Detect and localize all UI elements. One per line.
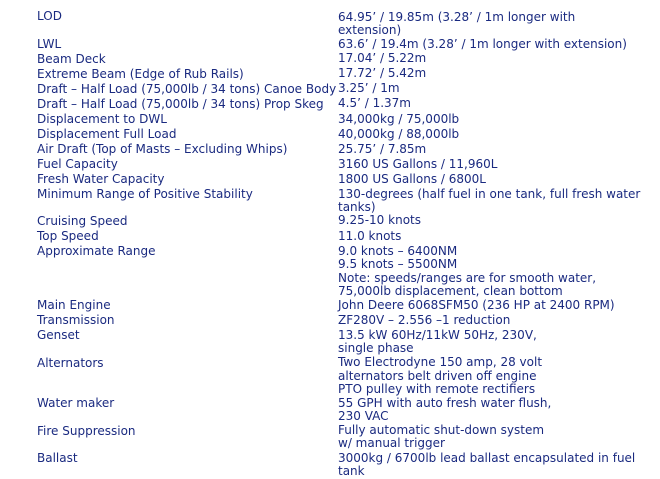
- spec-label-transmission: Transmission: [37, 313, 115, 327]
- spec-value-transmission: ZF280V – 2.556 –1 reduction: [338, 313, 511, 327]
- spec-label-displacement-full: Displacement Full Load: [37, 127, 177, 141]
- spec-value-top-speed: 11.0 knots: [338, 229, 402, 243]
- spec-label-air-draft: Air Draft (Top of Masts – Excluding Whips): [37, 142, 288, 156]
- spec-value-ballast-line-1: 3000kg / 6700lb lead ballast encapsulated in fuel: [338, 451, 636, 465]
- spec-label-draft-prop-skeg: Draft – Half Load (75,000lb / 34 tons) Prop Skeg: [37, 97, 324, 111]
- spec-value-ballast-line-2: tank: [338, 464, 365, 478]
- spec-value-alternators-line-2: alternators belt driven off engine: [338, 369, 537, 383]
- spec-label-stability: Minimum Range of Positive Stability: [37, 187, 253, 201]
- spec-value-approx-range-line-3: Note: speeds/ranges are for smooth water,: [338, 271, 597, 285]
- spec-value-displacement-full: 40,000kg / 88,000lb: [338, 127, 460, 141]
- spec-value-air-draft: 25.75’ / 7.85m: [338, 142, 427, 156]
- spec-label-alternators: Alternators: [37, 356, 104, 370]
- spec-label-genset: Genset: [37, 328, 80, 342]
- spec-label-lod: LOD: [37, 9, 62, 23]
- spec-label-fuel-capacity: Fuel Capacity: [37, 157, 118, 171]
- spec-value-fire-suppression-line-2: w/ manual trigger: [338, 436, 445, 450]
- spec-value-lod-line-1: 64.95’ / 19.85m (3.28’ / 1m longer with: [338, 10, 576, 24]
- spec-value-fuel-capacity: 3160 US Gallons / 11,960L: [338, 157, 498, 171]
- spec-value-fire-suppression-line-1: Fully automatic shut-down system: [338, 423, 545, 437]
- spec-value-alternators-line-1: Two Electrodyne 150 amp, 28 volt: [338, 355, 543, 369]
- spec-value-extreme-beam: 17.72’ / 5.42m: [338, 66, 427, 80]
- spec-value-alternators-line-3: PTO pulley with remote rectifiers: [338, 382, 536, 396]
- spec-value-draft-prop-skeg: 4.5’ / 1.37m: [338, 96, 411, 110]
- spec-label-draft-canoe-body: Draft – Half Load (75,000lb / 34 tons) Canoe Body: [37, 82, 337, 96]
- spec-value-approx-range-line-1: 9.0 knots – 6400NM: [338, 244, 458, 258]
- spec-label-approx-range: Approximate Range: [37, 244, 156, 258]
- spec-label-beam-deck: Beam Deck: [37, 52, 106, 66]
- spec-value-cruising-speed: 9.25-10 knots: [338, 213, 421, 227]
- spec-value-stability-line-1: 130-degrees (half fuel in one tank, full fresh water: [338, 187, 641, 201]
- spec-value-water-maker-line-1: 55 GPH with auto fresh water flush,: [338, 396, 552, 410]
- spec-label-extreme-beam: Extreme Beam (Edge of Rub Rails): [37, 67, 244, 81]
- spec-label-ballast: Ballast: [37, 451, 78, 465]
- spec-label-fresh-water: Fresh Water Capacity: [37, 172, 165, 186]
- spec-label-cruising-speed: Cruising Speed: [37, 214, 128, 228]
- spec-value-genset-line-1: 13.5 kW 60Hz/11kW 50Hz, 230V,: [338, 328, 537, 342]
- spec-value-lod-line-2: extension): [338, 23, 402, 37]
- spec-value-displacement-dwl: 34,000kg / 75,000lb: [338, 112, 460, 126]
- spec-label-displacement-dwl: Displacement to DWL: [37, 112, 167, 126]
- spec-label-main-engine: Main Engine: [37, 298, 111, 312]
- spec-value-fresh-water: 1800 US Gallons / 6800L: [338, 172, 486, 186]
- spec-value-approx-range-line-4: 75,000lb displacement, clean bottom: [338, 284, 563, 298]
- spec-value-beam-deck: 17.04’ / 5.22m: [338, 51, 427, 65]
- spec-label-lwl: LWL: [37, 37, 62, 51]
- spec-label-water-maker: Water maker: [37, 396, 115, 410]
- spec-label-top-speed: Top Speed: [37, 229, 99, 243]
- spec-value-genset-line-2: single phase: [338, 341, 414, 355]
- spec-value-water-maker-line-2: 230 VAC: [338, 409, 389, 423]
- spec-value-lwl: 63.6’ / 19.4m (3.28’ / 1m longer with extension): [338, 37, 627, 51]
- spec-label-fire-suppression: Fire Suppression: [37, 424, 136, 438]
- spec-value-stability-line-2: tanks): [338, 200, 376, 214]
- spec-value-main-engine: John Deere 6068SFM50 (236 HP at 2400 RPM): [338, 298, 615, 312]
- spec-value-approx-range-line-2: 9.5 knots – 5500NM: [338, 257, 458, 271]
- spec-value-draft-canoe-body: 3.25’ / 1m: [338, 81, 400, 95]
